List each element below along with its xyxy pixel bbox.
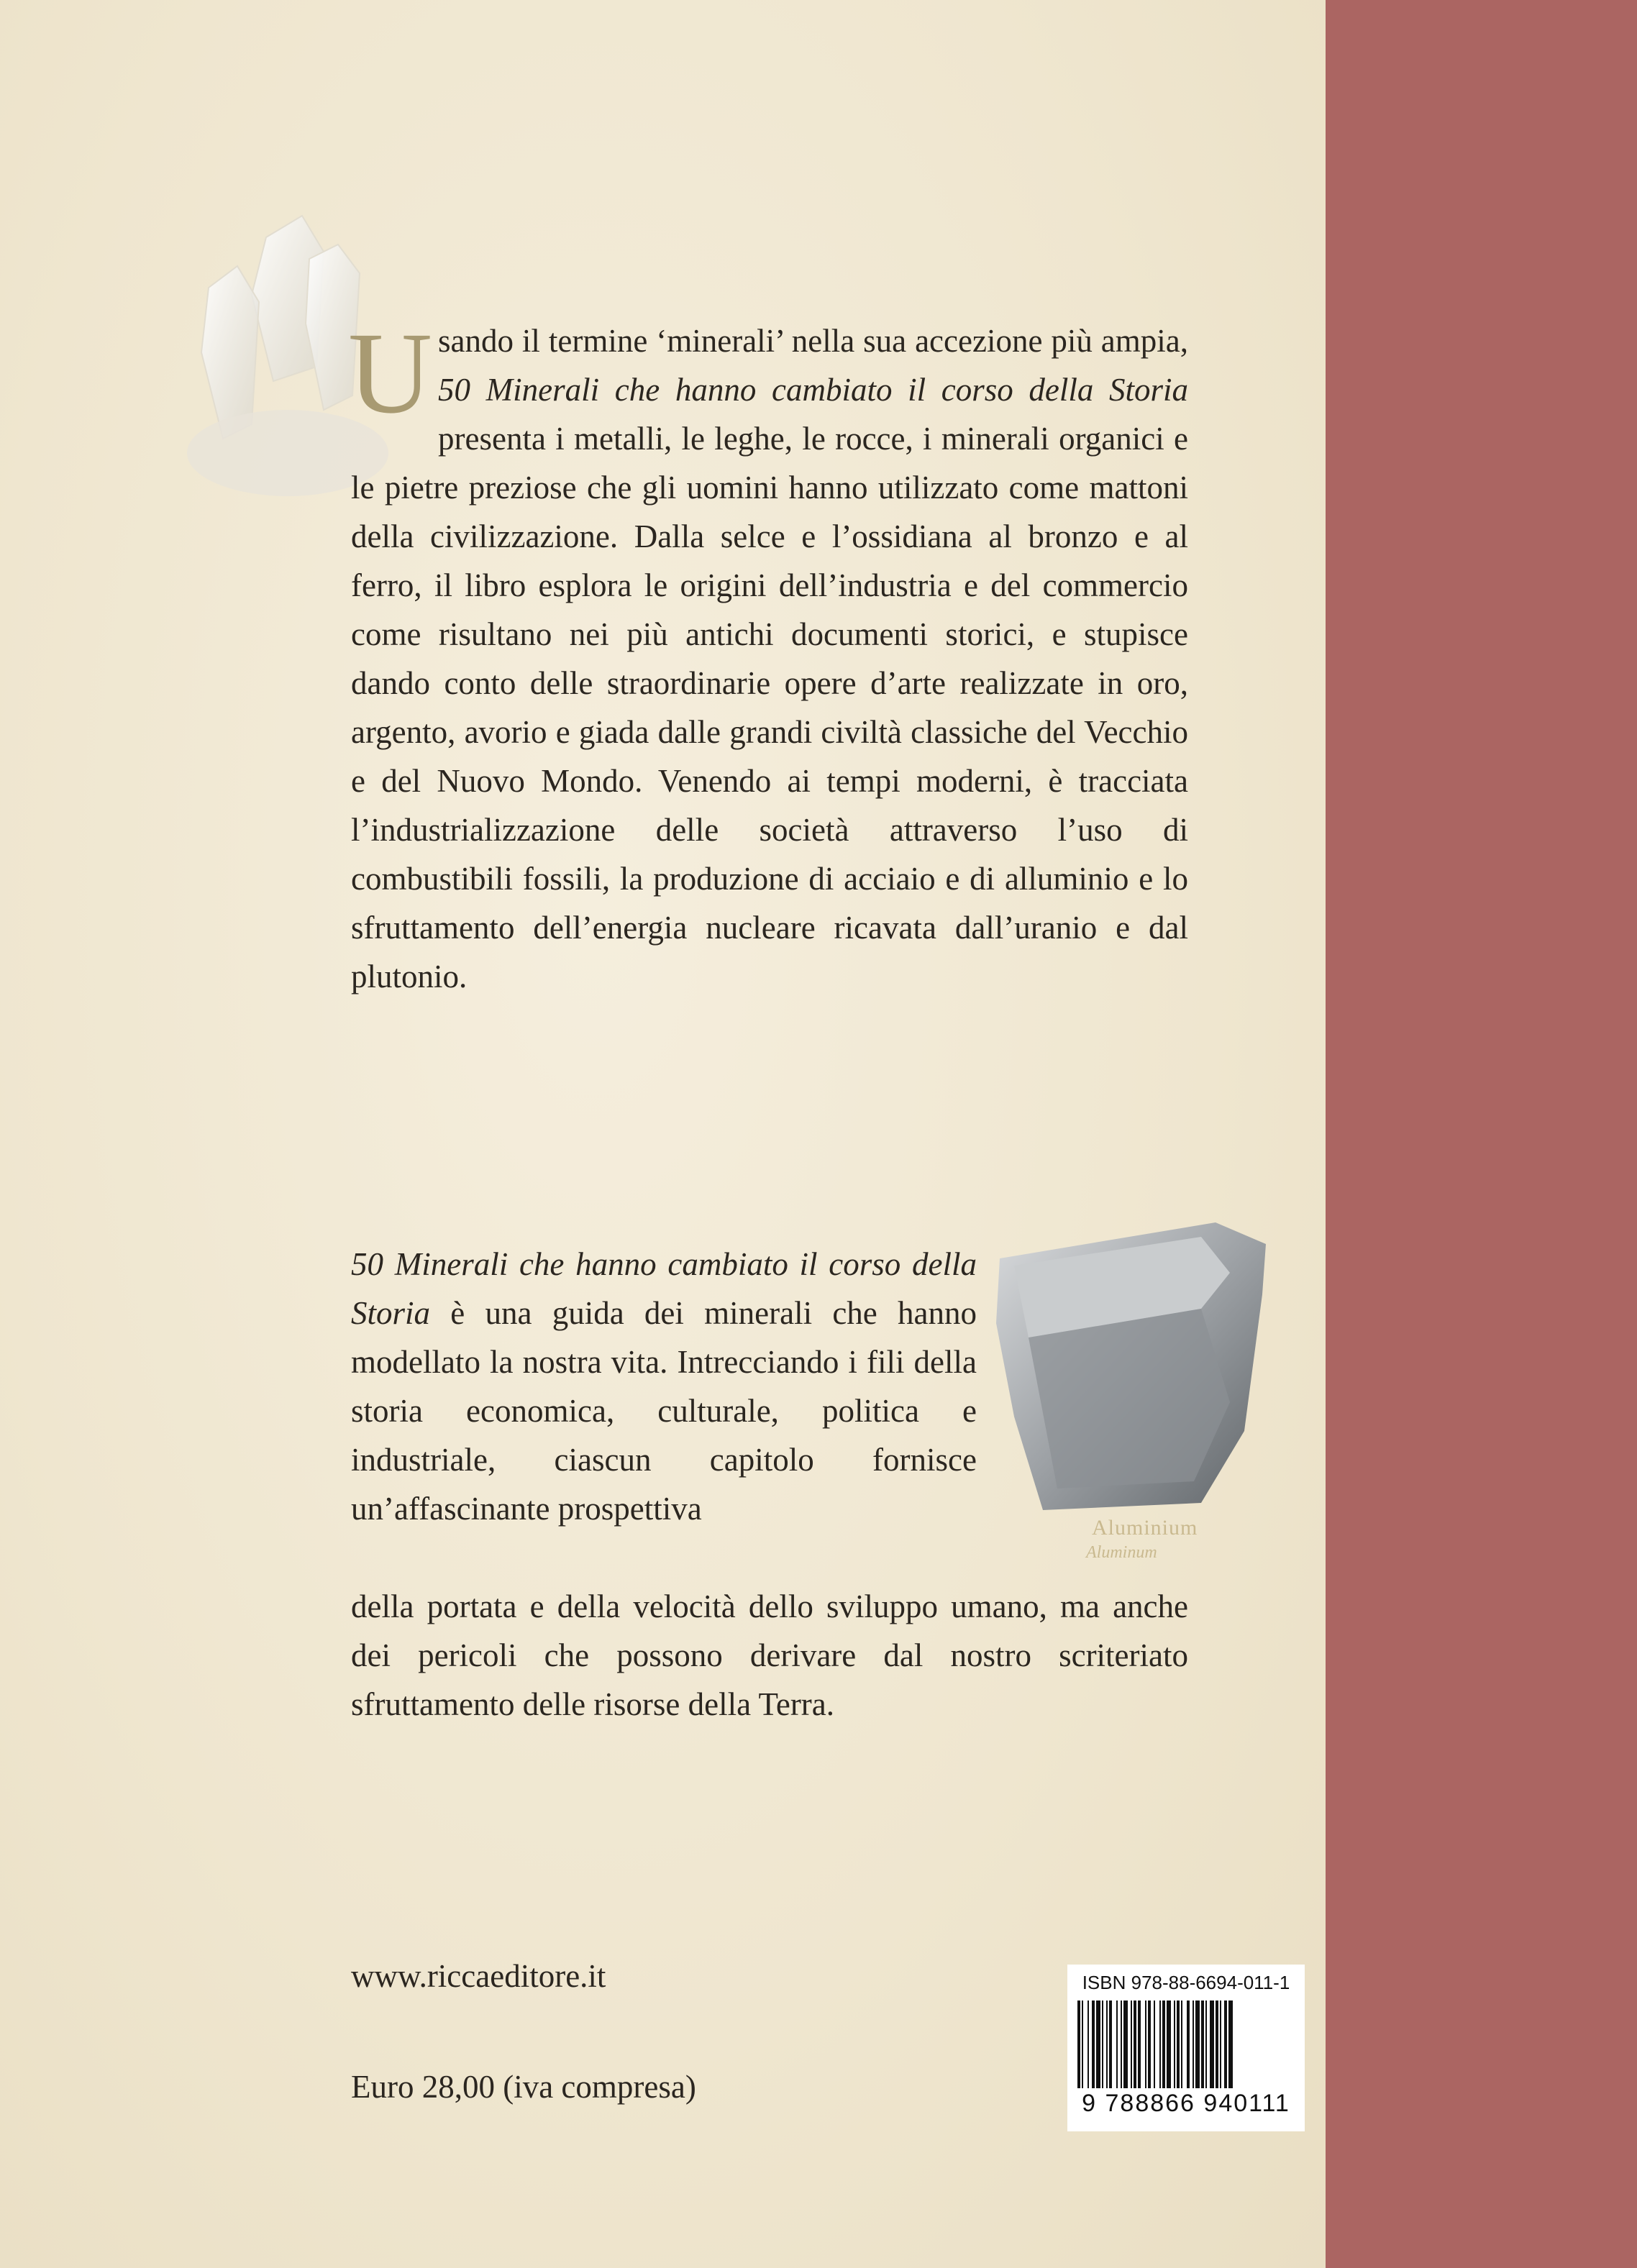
- isbn-label: ISBN 978-88-6694-011-1: [1082, 1972, 1290, 1993]
- barcode-bar: [1131, 2000, 1132, 2088]
- barcode-bar: [1187, 2000, 1190, 2088]
- barcode-bar: [1228, 2000, 1233, 2088]
- aluminium-image: [985, 1215, 1273, 1517]
- barcode-bar: [1167, 2000, 1171, 2088]
- barcode-bar: [1154, 2000, 1155, 2088]
- barcode-bar: [1177, 2000, 1180, 2088]
- barcode-bar: [1082, 2000, 1083, 2088]
- second-paragraph-text: è una guida dei minerali che hanno modellato la nostra vita. Intrecciando i fili della storia economica, culturale, politica e industriale, ciascun capitolo fornisce un’affascinante prospettiva: [351, 1295, 977, 1527]
- second-paragraph-wrapped: [351, 1240, 977, 1533]
- barcode-bar: [1174, 2000, 1175, 2088]
- publisher-website: www.riccaeditore.it: [351, 1958, 606, 1994]
- barcode-bar: [1134, 2000, 1136, 2088]
- book-title-italic: 50 Minerali che hanno cambiato il corso della Storia: [438, 372, 1188, 408]
- barcode-bar: [1102, 2000, 1103, 2088]
- barcode-bar: [1201, 2000, 1204, 2088]
- barcode-box: [1067, 1965, 1305, 2131]
- barcode-bar: [1224, 2000, 1227, 2088]
- price: Euro 28,00 (iva compresa): [351, 2069, 696, 2105]
- barcode-bar: [1077, 2000, 1080, 2088]
- book-title-italic-2: 50 Minerali che hanno cambiato il corso della Storia: [351, 1246, 977, 1331]
- barcode-bar: [1087, 2000, 1089, 2088]
- barcode-bar: [1145, 2000, 1146, 2088]
- barcode-bar: [1193, 2000, 1194, 2088]
- barcode-bar: [1109, 2000, 1112, 2088]
- drop-cap: U: [348, 309, 432, 438]
- barcode-bar: [1205, 2000, 1207, 2088]
- barcode-bar: [1106, 2000, 1108, 2088]
- image-caption-sublabel: Aluminum: [1086, 1543, 1157, 1562]
- barcode-bar: [1159, 2000, 1161, 2088]
- barcode-bar: [1148, 2000, 1151, 2088]
- intro-paragraph: [348, 309, 1188, 1001]
- barcode-bar: [1092, 2000, 1095, 2088]
- intro-lead: sando il termine ‘minerali’ nella sua accezione più ampia,: [438, 323, 1188, 359]
- barcode-bar: [1195, 2000, 1200, 2088]
- barcode-bar: [1181, 2000, 1182, 2088]
- barcode-bar: [1123, 2000, 1128, 2088]
- barcode-bar: [1116, 2000, 1118, 2088]
- barcode-bar: [1162, 2000, 1165, 2088]
- spine-band: [1326, 0, 1637, 2268]
- image-caption-label: Aluminium: [1092, 1516, 1198, 1540]
- barcode-bar: [1210, 2000, 1214, 2088]
- intro-rest: presenta i metalli, le leghe, le rocce, i minerali organici e le pietre preziose che gli uomini hanno utilizzato come mattoni della civilizzazione. Dalla selce e l’ossidiana al bronzo e al ferro, il libro esplora le origini dell’industria e del commercio come risultano nei più antichi documenti storici, e stupisce dando conto delle straordinarie opere d’arte realizzate in oro, argento, avorio e giada dalle grandi civiltà classiche del Vecchio e del Nuovo Mondo. Venendo ai tempi moderni, è tracciata l’industrializzazione delle società attraverso l’uso di combustibili fossili, la produzione di acciaio e di alluminio e lo sfruttamento dell’energia nucleare ricavata dall’uranio e dal plutonio.: [351, 421, 1188, 994]
- second-paragraph-full: della portata e della velocità dello sviluppo umano, ma anche dei pericoli che possono derivare dal nostro scriteriato sfruttamento delle risorse della Terra.: [351, 1588, 1188, 1722]
- barcode-bar: [1121, 2000, 1122, 2088]
- barcode: [1077, 2000, 1295, 2088]
- barcode-bar: [1216, 2000, 1218, 2088]
- barcode-bar: [1138, 2000, 1141, 2088]
- barcode-bar: [1096, 2000, 1100, 2088]
- isbn-digits: 9 788866 940111: [1082, 2090, 1290, 2117]
- barcode-bar: [1220, 2000, 1221, 2088]
